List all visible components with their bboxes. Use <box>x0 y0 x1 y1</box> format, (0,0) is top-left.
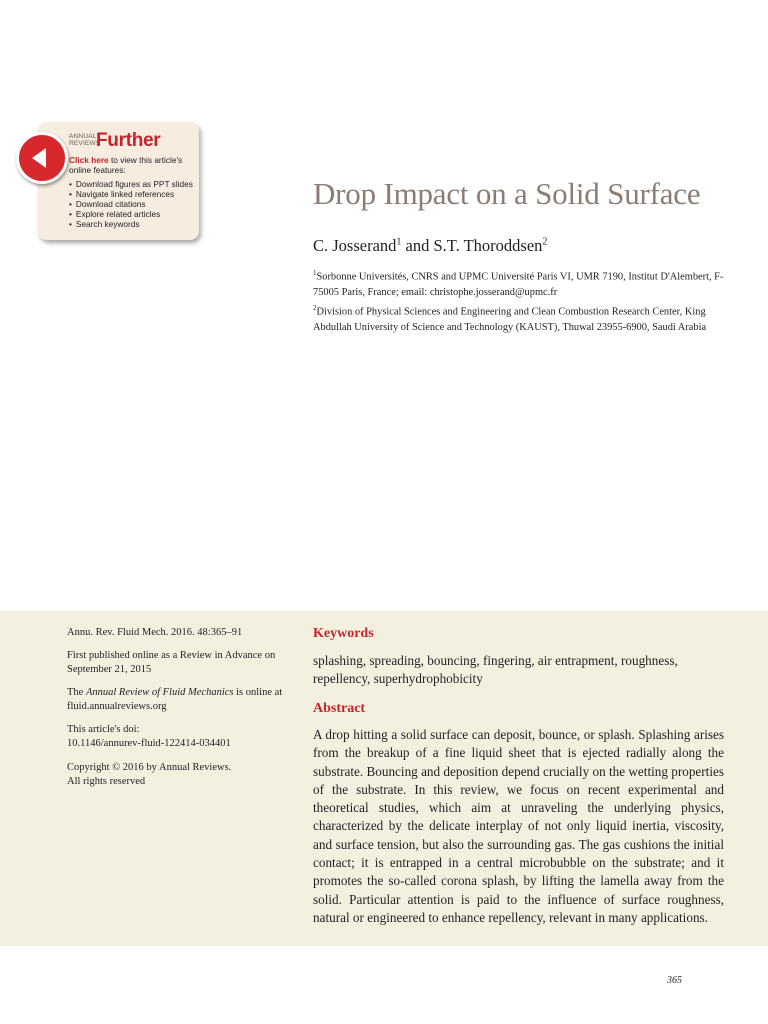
click-here-link[interactable]: Click here <box>69 155 109 165</box>
citation: Annu. Rev. Fluid Mech. 2016. 48:365–91 <box>67 627 243 638</box>
further-features-list <box>69 179 193 229</box>
abstract-text: A drop hitting a solid surface can deposit, bounce, or splash. Splashing arises from the breakup of a fine liquid sheet that is ejected radially along the substrate. Bouncing and deposition depend crucially on the wetting properties of the substrate. In this review, we focus on recent experimental and theoretical studies, which aim at unraveling the underlying physics, characterized by the delicate interplay of not only liquid inertia, viscosity, and surface tension, but also the surrounding gas. The gas cushions the initial contact; it is entrapped in a central microbubble on the substrate; and it promotes the so-called corona splash, by lifting the lamella away from the solid. Particular attention is paid to the influence of surface roughness, natural or engineered to enhance repellency, relevant in many applications. <box>313 727 724 925</box>
back-arrow-icon[interactable] <box>16 132 68 184</box>
further-label: Further <box>96 130 161 151</box>
page-number: 365 <box>667 975 682 986</box>
publication-date: First published online as a Review in Advance on September 21, 2015 <box>67 650 276 675</box>
annual-reviews-logo: ANNUAL REVIEWS <box>69 133 101 147</box>
affiliation-2: $^2$Division of Physical Sciences and Engineering and Clean Combustion Research Center, King Abdullah University of Science and Technology (KAUST), Thuwal 23955-6900, Saudi Arabia <box>313 304 707 333</box>
doi-link[interactable]: 10.1146/annurev-fluid-122414-034401 <box>67 738 231 749</box>
feature-explore-articles[interactable]: • Explore related articles <box>69 209 193 219</box>
feature-navigate-references[interactable]: • Navigate linked references <box>69 189 193 199</box>
further-intro: Click here to view this article's online features: <box>69 155 183 175</box>
keywords-heading: Keywords <box>313 626 374 641</box>
further-badge[interactable] <box>38 122 199 240</box>
journal-online: The Annual Review of Fluid Mechanics is online at fluid.annualreviews.org <box>67 687 283 712</box>
feature-download-figures[interactable]: • Download figures as PPT slides <box>69 179 193 189</box>
copyright: Copyright © 2016 by Annual Reviews. All rights reserved <box>67 762 232 787</box>
authors: C. Josserand$^1$ and S.T. Thoroddsen$^2$ <box>313 236 548 255</box>
affiliation-1: $^1$Sorbonne Universités, CNRS and UPMC Université Paris VI, UMR 7190, Institut D'Alembert, F-75005 Paris, France; email: christophe.josserand@upmc.fr <box>313 269 724 298</box>
feature-search-keywords[interactable]: • Search keywords <box>69 219 193 229</box>
article-title: Drop Impact on a Solid Surface <box>313 176 701 211</box>
doi-block: This article's doi: 10.1146/annurev-fluid-122414-034401 <box>67 723 292 751</box>
abstract-heading: Abstract <box>313 701 366 716</box>
keywords-text: splashing, spreading, bouncing, fingering, air entrapment, roughness, repellency, superhydrophobicity <box>313 653 678 686</box>
feature-download-citations[interactable]: • Download citations <box>69 199 193 209</box>
